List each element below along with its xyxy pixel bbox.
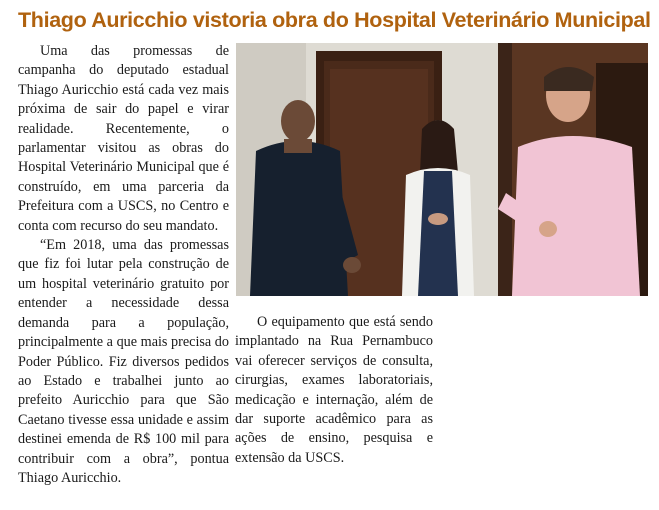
article-headline: Thiago Auricchio vistoria obra do Hospital Veterinário Municipal: [18, 8, 651, 32]
article-photo: [236, 43, 648, 296]
article-column-1: [18, 42, 229, 488]
article-paragraph: Uma das promessas de campanha do deputado estadual Thiago Auricchio está cada vez mais próxima de sair do papel e virar realidade. Recentemente, o parlamentar visitou as obras do Hospital Veterinário Municipal que é construído, em uma parceria da Prefeitura com a USCS, no Centro e conta com recurso do seu mandato.: [18, 43, 229, 234]
article-column-2: [235, 313, 433, 468]
article-paragraph-quote: “Em 2018, uma das promessas que fiz foi lutar pela construção de um hospital veterinário gratuito por entender a necessidade dessa demanda para a população, principalmente a que mais precisa do Poder Público. Fiz diversos pedidos ao Estado e trabalhei junto ao prefeito Auricchio para que São Caetano tivesse essa unidade e assim destinei emenda de R$ 100 mil para contribuir com a obra”, pontua Thiago Auricchio.: [18, 237, 229, 486]
article-paragraph: O equipamento que está sendo implantado na Rua Pernambuco vai oferecer serviços de consulta, cirurgias, exames laboratoriais, medicação e internação, além de dar suporte acadêmico para as ações de ensino, pesquisa e extensão da USCS.: [235, 314, 433, 466]
